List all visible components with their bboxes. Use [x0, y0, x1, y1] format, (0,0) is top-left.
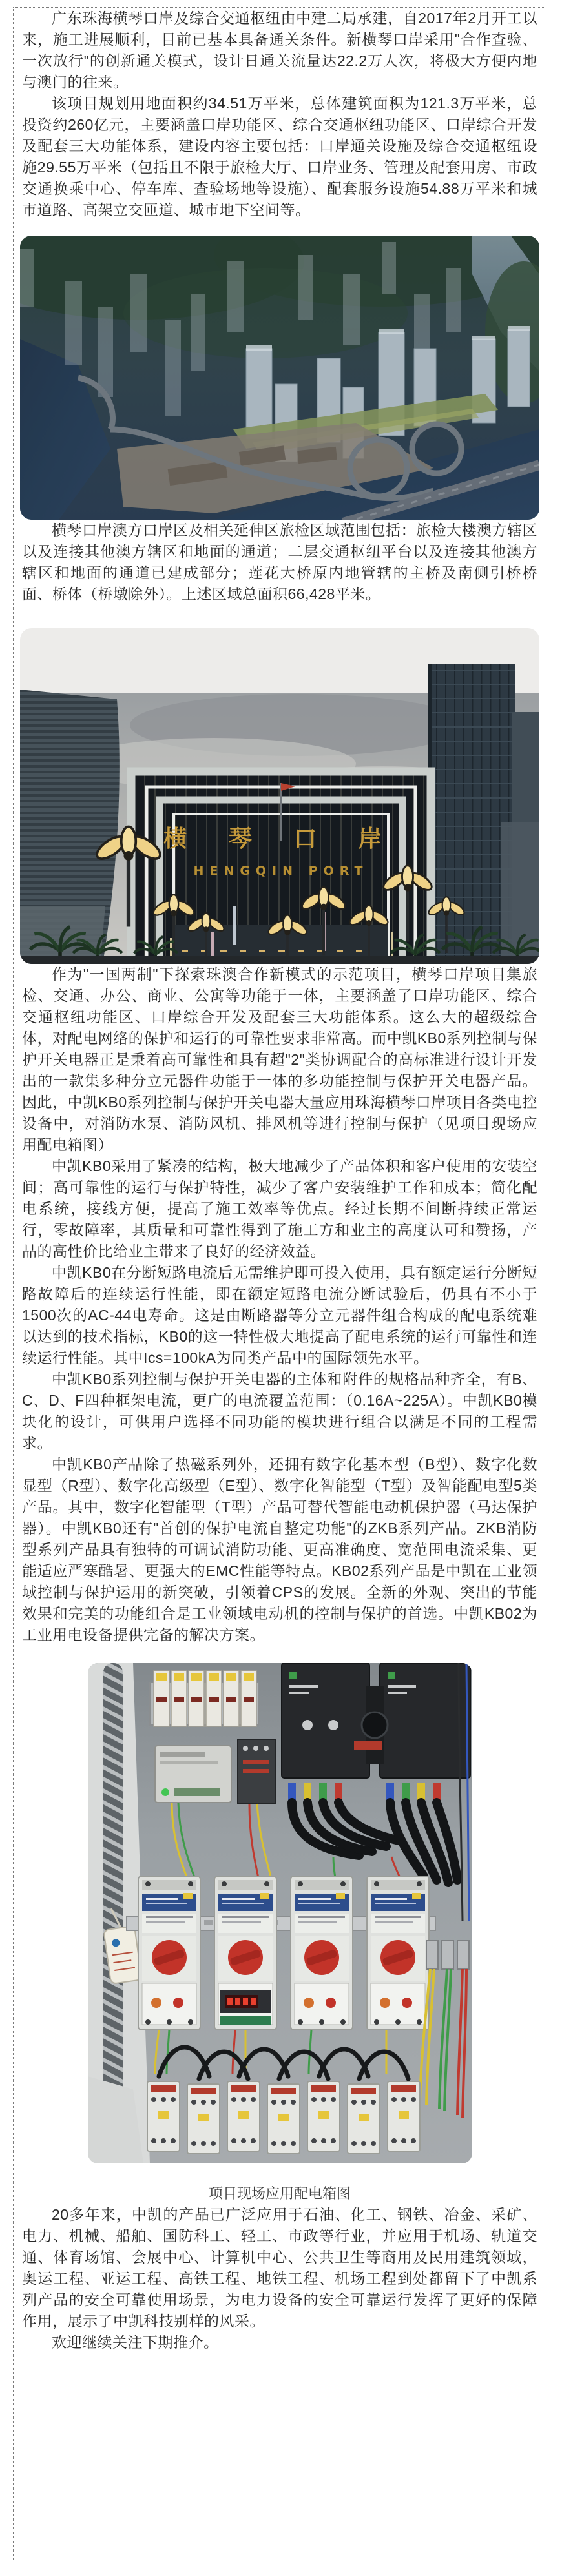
- paragraph-industry-applications: 20多年来，中凯的产品已广泛应用于石油、化工、钢铁、冶金、采矿、电力、机械、船舶、国防科工、轻工、市政等行业，并应用于机场、轨道交通、体育场馆、会展中心、计算机中心、公共卫生等商用及民用建筑领域，奥运工程、亚运工程、高铁工程、地铁工程、机场工程到处都留下了中凯系列产品的安全可靠使用场景，为电力设备的安全可靠运行发挥了更好的保障作用，展示了中凯科技别样的风采。: [22, 2206, 537, 2329]
- paragraph-kb0-specs: 中凯KB0系列控制与保护开关电器的主体和附件的规格品种齐全，有B、C、D、F四种框架电流，更广的电流覆盖范围：（0.16A~225A）。中凯KB0模块化的设计，可供用户选择不同功能的模块进行组合以满足不同的工程需求。: [22, 1371, 537, 1451]
- paragraph-intro: 广东珠海横琴口岸及综合交通枢纽由中建二局承建，自2017年2月开工以来，施工进展顺利，目前已基本具备通关条件。新横琴口岸采用"合作查验、一次放行"的创新通关模式，设计日通关流量达22.2万人次，将极大方便内地与澳门的往来。: [22, 10, 537, 90]
- distribution-box-photo[interactable]: [88, 1663, 472, 2163]
- paragraph-kb0-structure: 中凯KB0采用了紧凑的结构，极大地减少了产品体积和客户使用的安装空间；高可靠性的运行与保护特性，减少了客户安装维护工作和成本；简化配电系统，接线方便，提高了施工效率等优点。经过长期不间断持续正常运行，零故障率，其质量和可靠性得到了施工方和业主的高度认可和赞扬，产品的高性价比给业主带来了良好的经济效益。: [22, 1158, 537, 1260]
- aerial-rendering-image[interactable]: [20, 236, 539, 520]
- hengqin-port-graphic: [20, 628, 539, 964]
- port-sign-en: HENGQIN PORT: [193, 864, 369, 878]
- port-sign-cn: 横 琴 口 岸: [163, 826, 399, 852]
- paragraph-kb0-application: 作为"一国两制"下探索珠澳合作新模式的示范项目，横琴口岸项目集旅检、交通、办公、商业、公寓等功能于一体，主要涵盖了口岸功能区、综合交通枢纽功能区、口岸综合开发及配套三大功能体系。这么大的超级综合体，对配电网络的保护和运行的可靠性要求非常高。而中凯KB0系列控制与保护开关电器正是秉着高可靠性和具有超"2"类协调配合的高标准进行设计开发出的一款集多种分立元器件功能于一体的多功能控制与保护开关电器产品。因此，中凯KB0系列控制与保护开关电器大量应用珠海横琴口岸项目各类电控设备中，对消防水泵、消防风机、排风机等进行控制与保护（见项目现场应用配电箱图）: [22, 966, 537, 1153]
- paragraph-project-overview: 该项目规划用地面积约34.51万平米，总体建筑面积为121.3万平米，总投资约260亿元，主要涵盖口岸功能区、综合交通枢纽功能区、口岸综合开发及配套三大功能体系，建设内容主要包括：口岸通关设施及综合交通枢纽设施29.55万平米（包括且不限于旅检大厅、口岸业务、管理及配套用房、市政交通换乘中心、停车库、查验场地等设施）、配套服务设施54.88万平米和城市道路、高架立交匝道、城市地下空间等。: [22, 95, 537, 218]
- paragraph-closing: 欢迎继续关注下期推介。: [52, 2334, 219, 2351]
- aerial-rendering-graphic: [20, 236, 539, 520]
- paragraph-kb0-product-lines: 中凯KB0产品除了热磁系列外，还拥有数字化基本型（B型）、数字化数显型（R型）、数字化高级型（E型）、数字化智能型（T型）及智能配电型5类产品。其中，数字化智能型（T型）产品可替代智能电动机保护器（马达保护器）。中凯KB0还有"首创的保护电流自整定功能"的ZKB系列产品。ZKB消防型系列产品具有独特的可调试消防功能、更高准确度、宽范围电流采集、更能适应严寒酷暑、更强大的EMC性能等特点。KB02系列产品是中凯在工业领域控制与保护运用的新突破，引领着CPS的发展。全新的外观、突出的节能效果和完美的功能组合是工业领域电动机的控制与保护的首选。中凯KB02为工业用电设备提供完备的解决方案。: [22, 1456, 537, 1643]
- paragraph-kb0-performance: 中凯KB0在分断短路电流后无需维护即可投入使用，具有额定运行分断短路故障后的连续运行性能，即在额定短路电流分断试验后，仍具有不小于1500次的AC-44电寿命。这是由断路器等分立元器件组合构成的配电系统难以达到的技术指标，KB0的这一特性极大地提高了配电系统的运行可靠性和连续运行性能。其中Ics=100kA为同类产品中的国际领先水平。: [22, 1264, 537, 1366]
- image-caption: 项目现场应用配电箱图: [208, 2185, 351, 2202]
- paragraph-macao-zone: 横琴口岸澳方口岸区及相关延伸区旅检区域范围包括：旅检大楼澳方辖区以及连接其他澳方辖区和地面的通道；二层交通枢纽平台以及连接其他澳方辖区和地面的通道已建成部分；莲花大桥原内地管辖的主桥及南侧引桥桥面、桥体（桥墩除外）。上述区域总面积66,428平米。: [22, 522, 537, 602]
- hengqin-port-photo[interactable]: [20, 628, 539, 964]
- article-container: [13, 7, 546, 2561]
- distribution-box-graphic: [88, 1663, 472, 2163]
